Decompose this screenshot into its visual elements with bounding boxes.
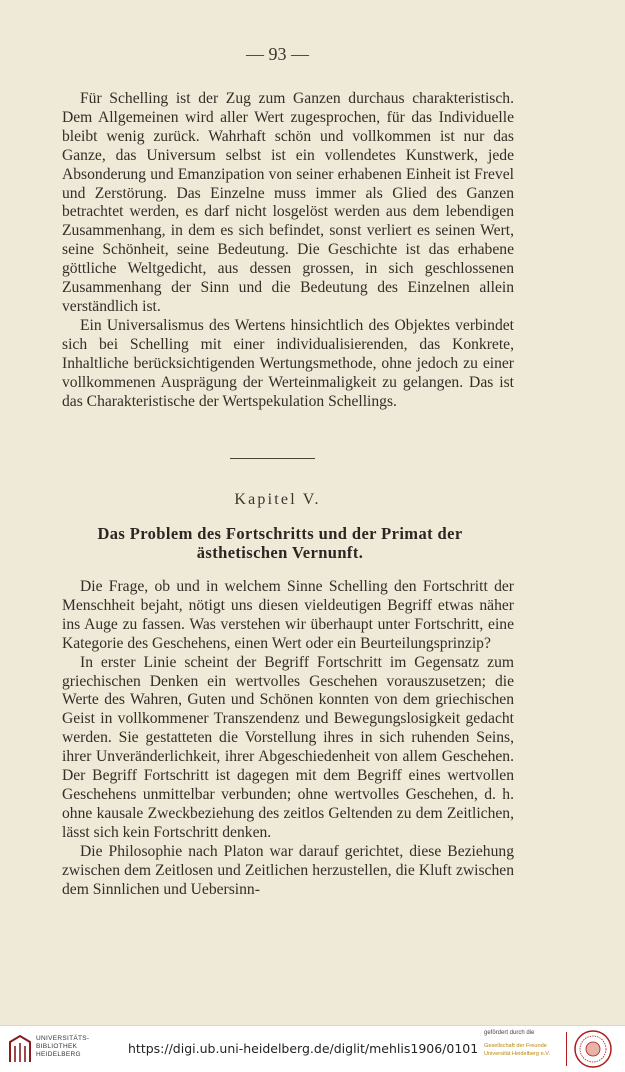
chapter-title — [40, 524, 520, 562]
text-block-bottom — [62, 578, 514, 899]
library-name-line: BIBLIOTHEK — [36, 1043, 78, 1050]
page-number: — 93 — — [246, 44, 309, 64]
chapter-title-line: Das Problem des Fortschritts und der Primat der — [97, 524, 463, 543]
library-name — [36, 1035, 89, 1059]
paragraph: In erster Linie scheint der Begriff Fortschritt im Gegensatz zum griechischen Denken ein wertvolles Geschehen vorauszusetzen; die Werte des Wahren, Guten und Schönen konnten von dem griechischen Geist in vollkommener Transzendenz und Bewegungslosigkeit gedacht werden. Sie gestatteten die Vorstellung ihres in sich ruhenden Seins, ihrer Unveränderlichkeit, ihrer Abgeschiedenheit von allem Geschehen. Der Begriff Fortschritt ist dagegen mit dem Begriff eines wertvollen Geschehens unmittelbar verbunden; ohne wertvolles Geschehen, d. h. ohne kausale Zweckbeziehung des zeitlos Geltenden zu dem Zeitlichen, lässt sich kein Fortschritt denken. — [62, 653, 514, 841]
library-name-line: HEIDELBERG — [36, 1051, 81, 1058]
university-seal-icon — [573, 1029, 613, 1069]
funder-name-line: Gesellschaft der Freunde — [484, 1043, 547, 1049]
permalink[interactable]: https://digi.ub.uni-heidelberg.de/diglit/mehlis1906/0101 — [128, 1041, 479, 1056]
funder-label: gefördert durch die — [484, 1030, 535, 1036]
library-name-line: UNIVERSITÄTS- — [36, 1035, 90, 1042]
section-divider — [230, 458, 315, 459]
paragraph: Für Schelling ist der Zug zum Ganzen durchaus charakteristisch. Dem Allgemeinen wird aller Wert zugesprochen, für das Individuelle bleibt wenig zurück. Wahrhaft schön und vollkommen ist nur das Ganze, das Universum selbst ist ein vollendetes Kunstwerk, jede Absonderung und Emanzipation von seiner erhabenen Einheit ist Frevel und Zerstörung. Das Einzelne muss immer als Glied des Ganzen betrachtet werden, es darf nicht losgelöst werden aus dem lebendigen Zusammenhang, in dem es sich befindet, sonst verliert es seinen Wert, seine Schönheit, seine Bedeutung. Die Geschichte ist das erhabene göttliche Weltgedicht, aus dessen grossen, in sich geschlossenen Zusammenhang der Sinn und die Bedeutung des Einzelnen allein verständlich ist. — [62, 90, 514, 315]
paragraph: Die Philosophie nach Platon war darauf gerichtet, diese Beziehung zwischen dem Zeitlosen und Zeitlichen herzustellen, die Kluft zwischen dem Sinnlichen und Uebersinn- — [62, 842, 514, 898]
text-block-top — [62, 90, 514, 411]
footer-divider — [566, 1032, 567, 1066]
chapter-title-line: ästhetischen Vernunft. — [196, 543, 364, 562]
paragraph: Die Frage, ob und in welchem Sinne Schelling den Fortschritt der Menschheit bejaht, nötigt uns diesen vieldeutigen Begriff etwas näher ins Auge zu fassen. Was verstehen wir überhaupt unter Fortschritt, eine Kategorie des Geschehens, einen Wert oder ein Beurteilungsprinzip? — [62, 578, 514, 652]
funder-name-line: Universität Heidelberg e.V. — [484, 1051, 551, 1057]
funder-name — [484, 1042, 550, 1058]
library-logo-icon — [8, 1034, 32, 1064]
viewer-footer — [0, 1025, 625, 1072]
paragraph: Ein Universalismus des Wertens hinsichtlich des Objektes verbindet sich bei Schelling mit einer individualisierenden, das Konkrete, Inhaltliche berücksichtigenden Wertungsmethode, ohne jedoch zu einer vollkommenen Ausprägung der Werteinmaligkeit zu gelangen. Das ist das Charakteristische der Wertspekulation Schellings. — [62, 316, 514, 410]
chapter-label: Kapitel V. — [234, 491, 321, 508]
